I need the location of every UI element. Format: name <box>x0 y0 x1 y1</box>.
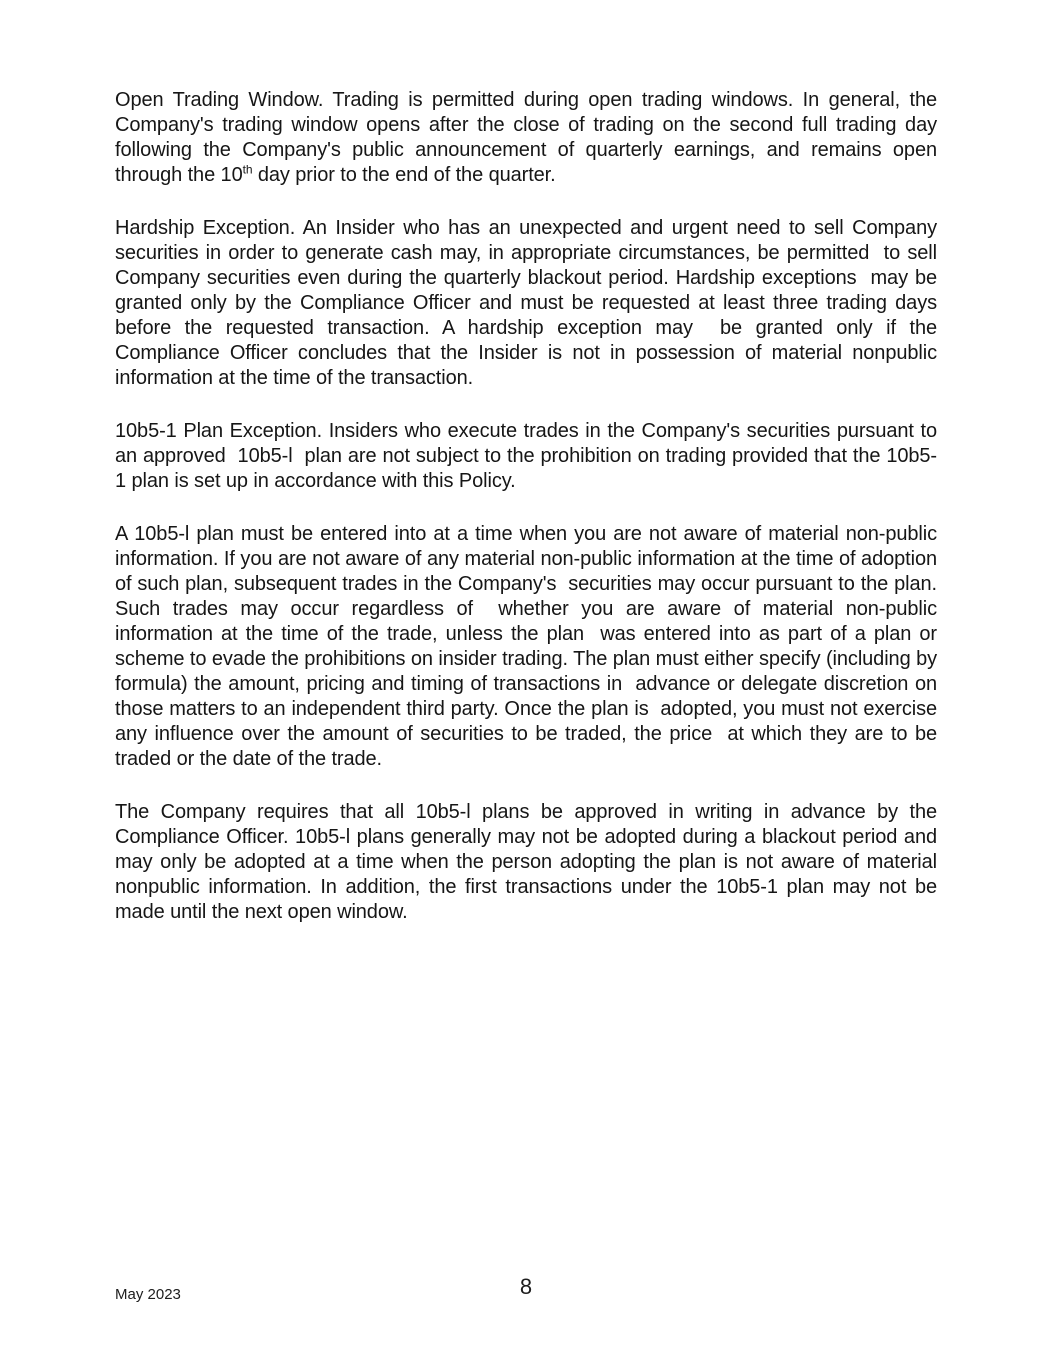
footer-date: May 2023 <box>115 1286 181 1303</box>
paragraph-10b5-1-plan-approval: The Company requires that all 10b5-l plans be approved in writing in advance by the Compliance Officer. 10b5-l plans generally may not be adopted during a blackout period and may only be adopted at a time when the person adopting the plan is not aware of material nonpublic information. In addition, the first transactions under the 10b5-1 plan may not be made until the next open window. <box>115 801 943 923</box>
paragraph-10b5-1-plan-exception: 10b5-1 Plan Exception. Insiders who execute trades in the Company's securities pursuant to an approved 10b5-l plan are not subject to the prohibition on trading provided that the 10b5-1 plan is set up in accordance with this Policy. <box>115 420 943 492</box>
paragraph-text: Open Trading Window. Trading is permitted during open trading windows. In general, the Company's trading window opens after the close of trading on the second full trading day following the Company's public announcement of quarterly earnings, and remains open through the 10 <box>115 89 943 186</box>
paragraph-open-trading-window <box>115 88 943 188</box>
paragraph-hardship-exception: Hardship Exception. An Insider who has an unexpected and urgent need to sell Company securities in order to generate cash may, in appropriate circumstances, be permitted to sell Company securities even during the quarterly blackout period. Hardship exceptions may be granted only by the Compliance Officer and must be requested at least three trading days before the requested transaction. A hardship exception may be granted only if the Compliance Officer concludes that the Insider is not in possession of material nonpublic information at the time of the transaction. <box>115 217 948 389</box>
page-body <box>115 88 948 953</box>
page-number: 8 <box>519 1274 533 1299</box>
page-footer <box>0 1270 1055 1320</box>
paragraph-10b5-1-plan-requirements: A 10b5-l plan must be entered into at a time when you are not aware of material non-public information. If you are not aware of any material non-public information at the time of adoption of such plan, subsequent trades in the Company's securities may occur pursuant to the plan. Such trades may occur regardless of whether you are aware of material non-public information at the time of the trade, unless the plan was entered into as part of a plan or scheme to evade the prohibitions on insider trading. The plan must either specify (including by formula) the amount, pricing and timing of transactions in advance or delegate discretion on those matters to an independent third party. Once the plan is adopted, you must not exercise any influence over the amount of securities to be traded, the price at which they are to be traded or the date of the trade. <box>115 523 943 770</box>
ordinal-superscript: th <box>242 162 253 177</box>
paragraph-text: day prior to the end of the quarter. <box>252 164 556 186</box>
